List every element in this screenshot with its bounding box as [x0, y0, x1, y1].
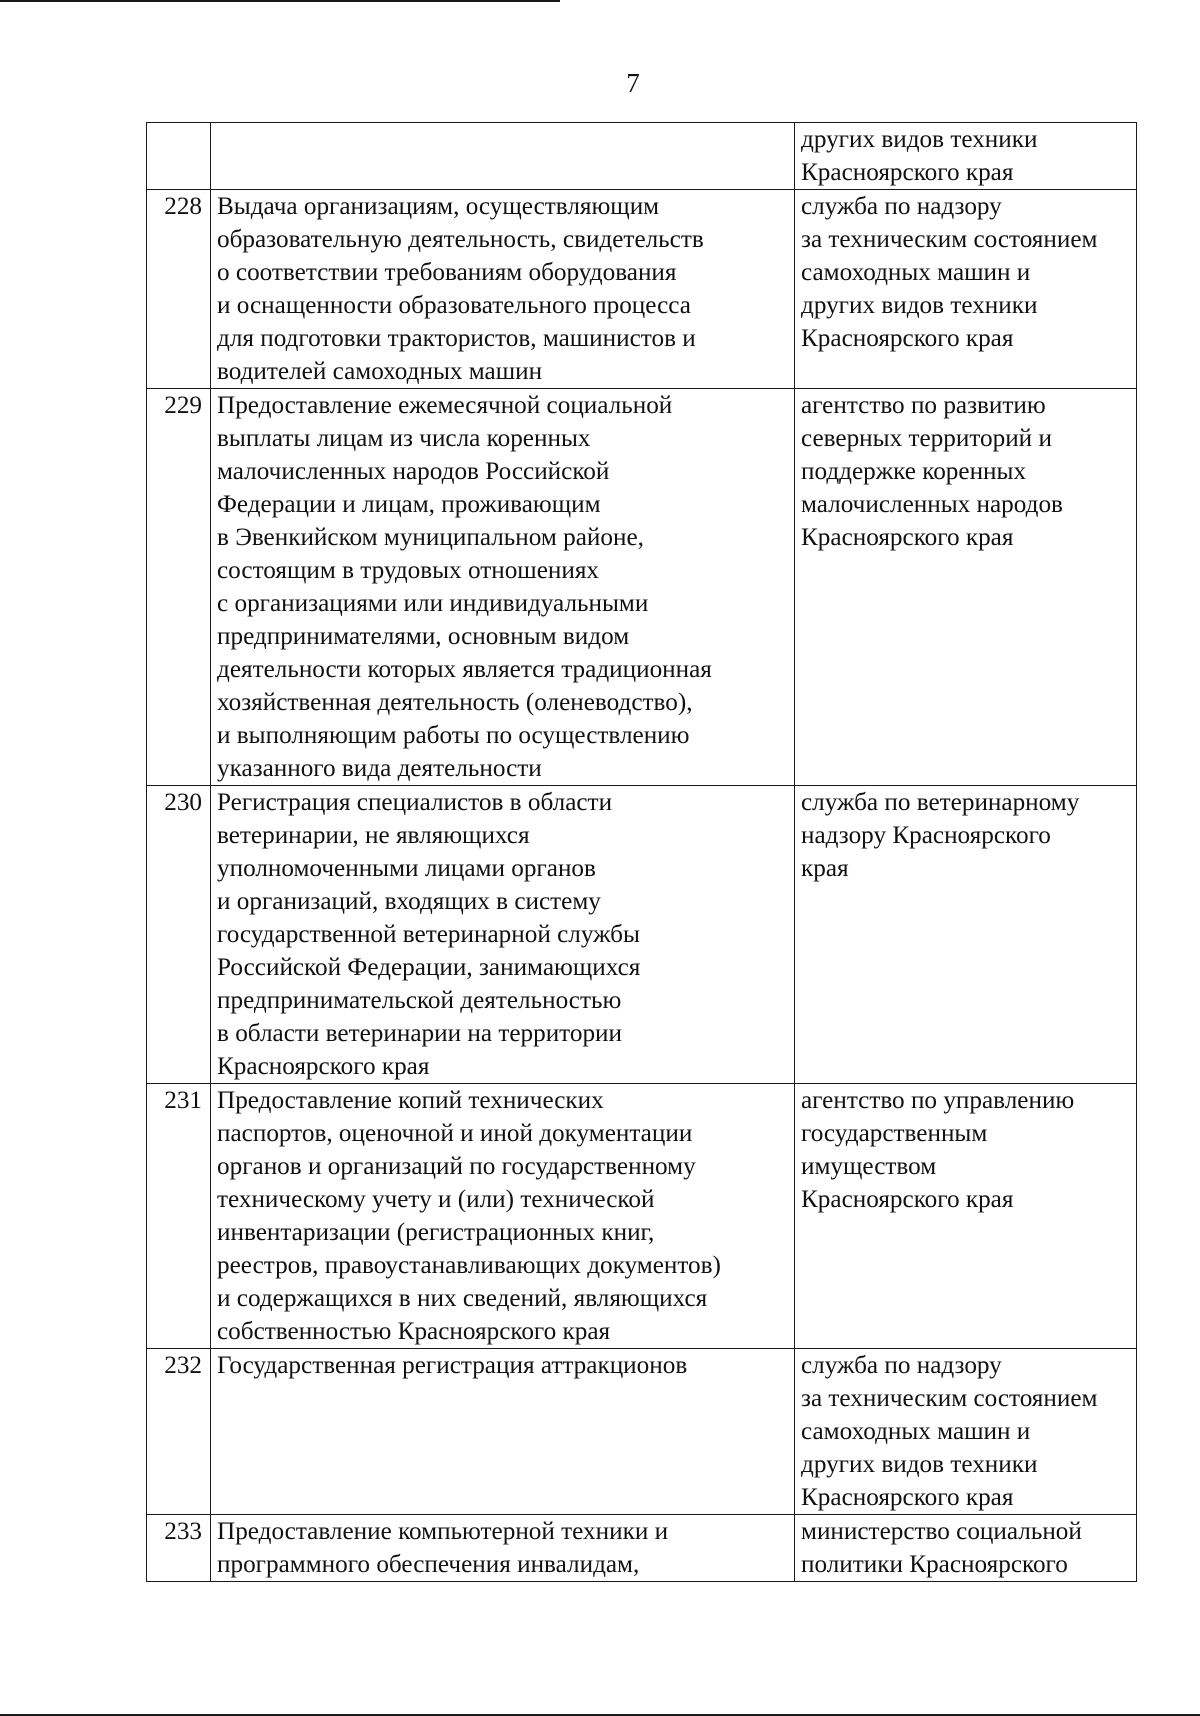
row-number-cell: 229 — [147, 389, 211, 786]
responsible-organization-cell: служба по надзору за техническим состоянием самоходных машин и других видов техники Красноярского края — [795, 190, 1137, 389]
responsible-organization-cell: агентство по развитию северных территорий и поддержке коренных малочисленных народов Красноярского края — [795, 389, 1137, 786]
table-row — [147, 123, 1137, 190]
row-number-cell — [147, 123, 211, 190]
table-row — [147, 1349, 1137, 1515]
page-number: 7 — [626, 68, 640, 98]
row-number-cell: 233 — [147, 1515, 211, 1582]
table-row — [147, 1084, 1137, 1349]
table-row — [147, 786, 1137, 1084]
row-number-cell: 230 — [147, 786, 211, 1084]
table-row — [147, 1515, 1137, 1582]
responsible-organization-cell: агентство по управлению государственным имуществом Красноярского края — [795, 1084, 1137, 1349]
service-description-cell — [211, 123, 795, 190]
responsible-organization-cell: служба по надзору за техническим состоянием самоходных машин и других видов техники Красноярского края — [795, 1349, 1137, 1515]
service-description-cell: Выдача организациям, осуществляющим образовательную деятельность, свидетельств о соответствии требованиям оборудования и оснащенности образовательного процесса для подготовки трактористов, машинистов и водителей самоходных машин — [211, 190, 795, 389]
service-description-cell: Государственная регистрация аттракционов — [211, 1349, 795, 1515]
service-description-cell: Предоставление копий технических паспортов, оценочной и иной документации органов и организаций по государственному техническому учету и (или) технической инвентаризации (регистрационных книг, реестров, правоустанавливающих документов) и содержащихся в них сведений, являющихся собственностью Красноярского края — [211, 1084, 795, 1349]
row-number-cell: 228 — [147, 190, 211, 389]
row-number-cell: 232 — [147, 1349, 211, 1515]
responsible-organization-cell: министерство социальной политики Красноярского — [795, 1515, 1137, 1582]
top-border-line — [0, 0, 560, 2]
row-number-cell: 231 — [147, 1084, 211, 1349]
responsible-organization-cell: служба по ветеринарному надзору Красноярского края — [795, 786, 1137, 1084]
services-table-body — [147, 123, 1137, 1582]
service-description-cell: Регистрация специалистов в области ветеринарии, не являющихся уполномоченными лицами органов и организаций, входящих в систему государственной ветеринарной службы Российской Федерации, занимающихся предпринимательской деятельностью в области ветеринарии на территории Красноярского края — [211, 786, 795, 1084]
service-description-cell: Предоставление ежемесячной социальной выплаты лицам из числа коренных малочисленных народов Российской Федерации и лицам, проживающим в Эвенкийском муниципальном районе, состоящим в трудовых отношениях с организациями или индивидуальными предпринимателями, основным видом деятельности которых является традиционная хозяйственная деятельность (оленеводство), и выполняющим работы по осуществлению указанного вида деятельности — [211, 389, 795, 786]
responsible-organization-cell: других видов техники Красноярского края — [795, 123, 1137, 190]
service-description-cell: Предоставление компьютерной техники и программного обеспечения инвалидам, — [211, 1515, 795, 1582]
table-row — [147, 190, 1137, 389]
services-table — [146, 122, 1137, 1582]
table-row — [147, 389, 1137, 786]
